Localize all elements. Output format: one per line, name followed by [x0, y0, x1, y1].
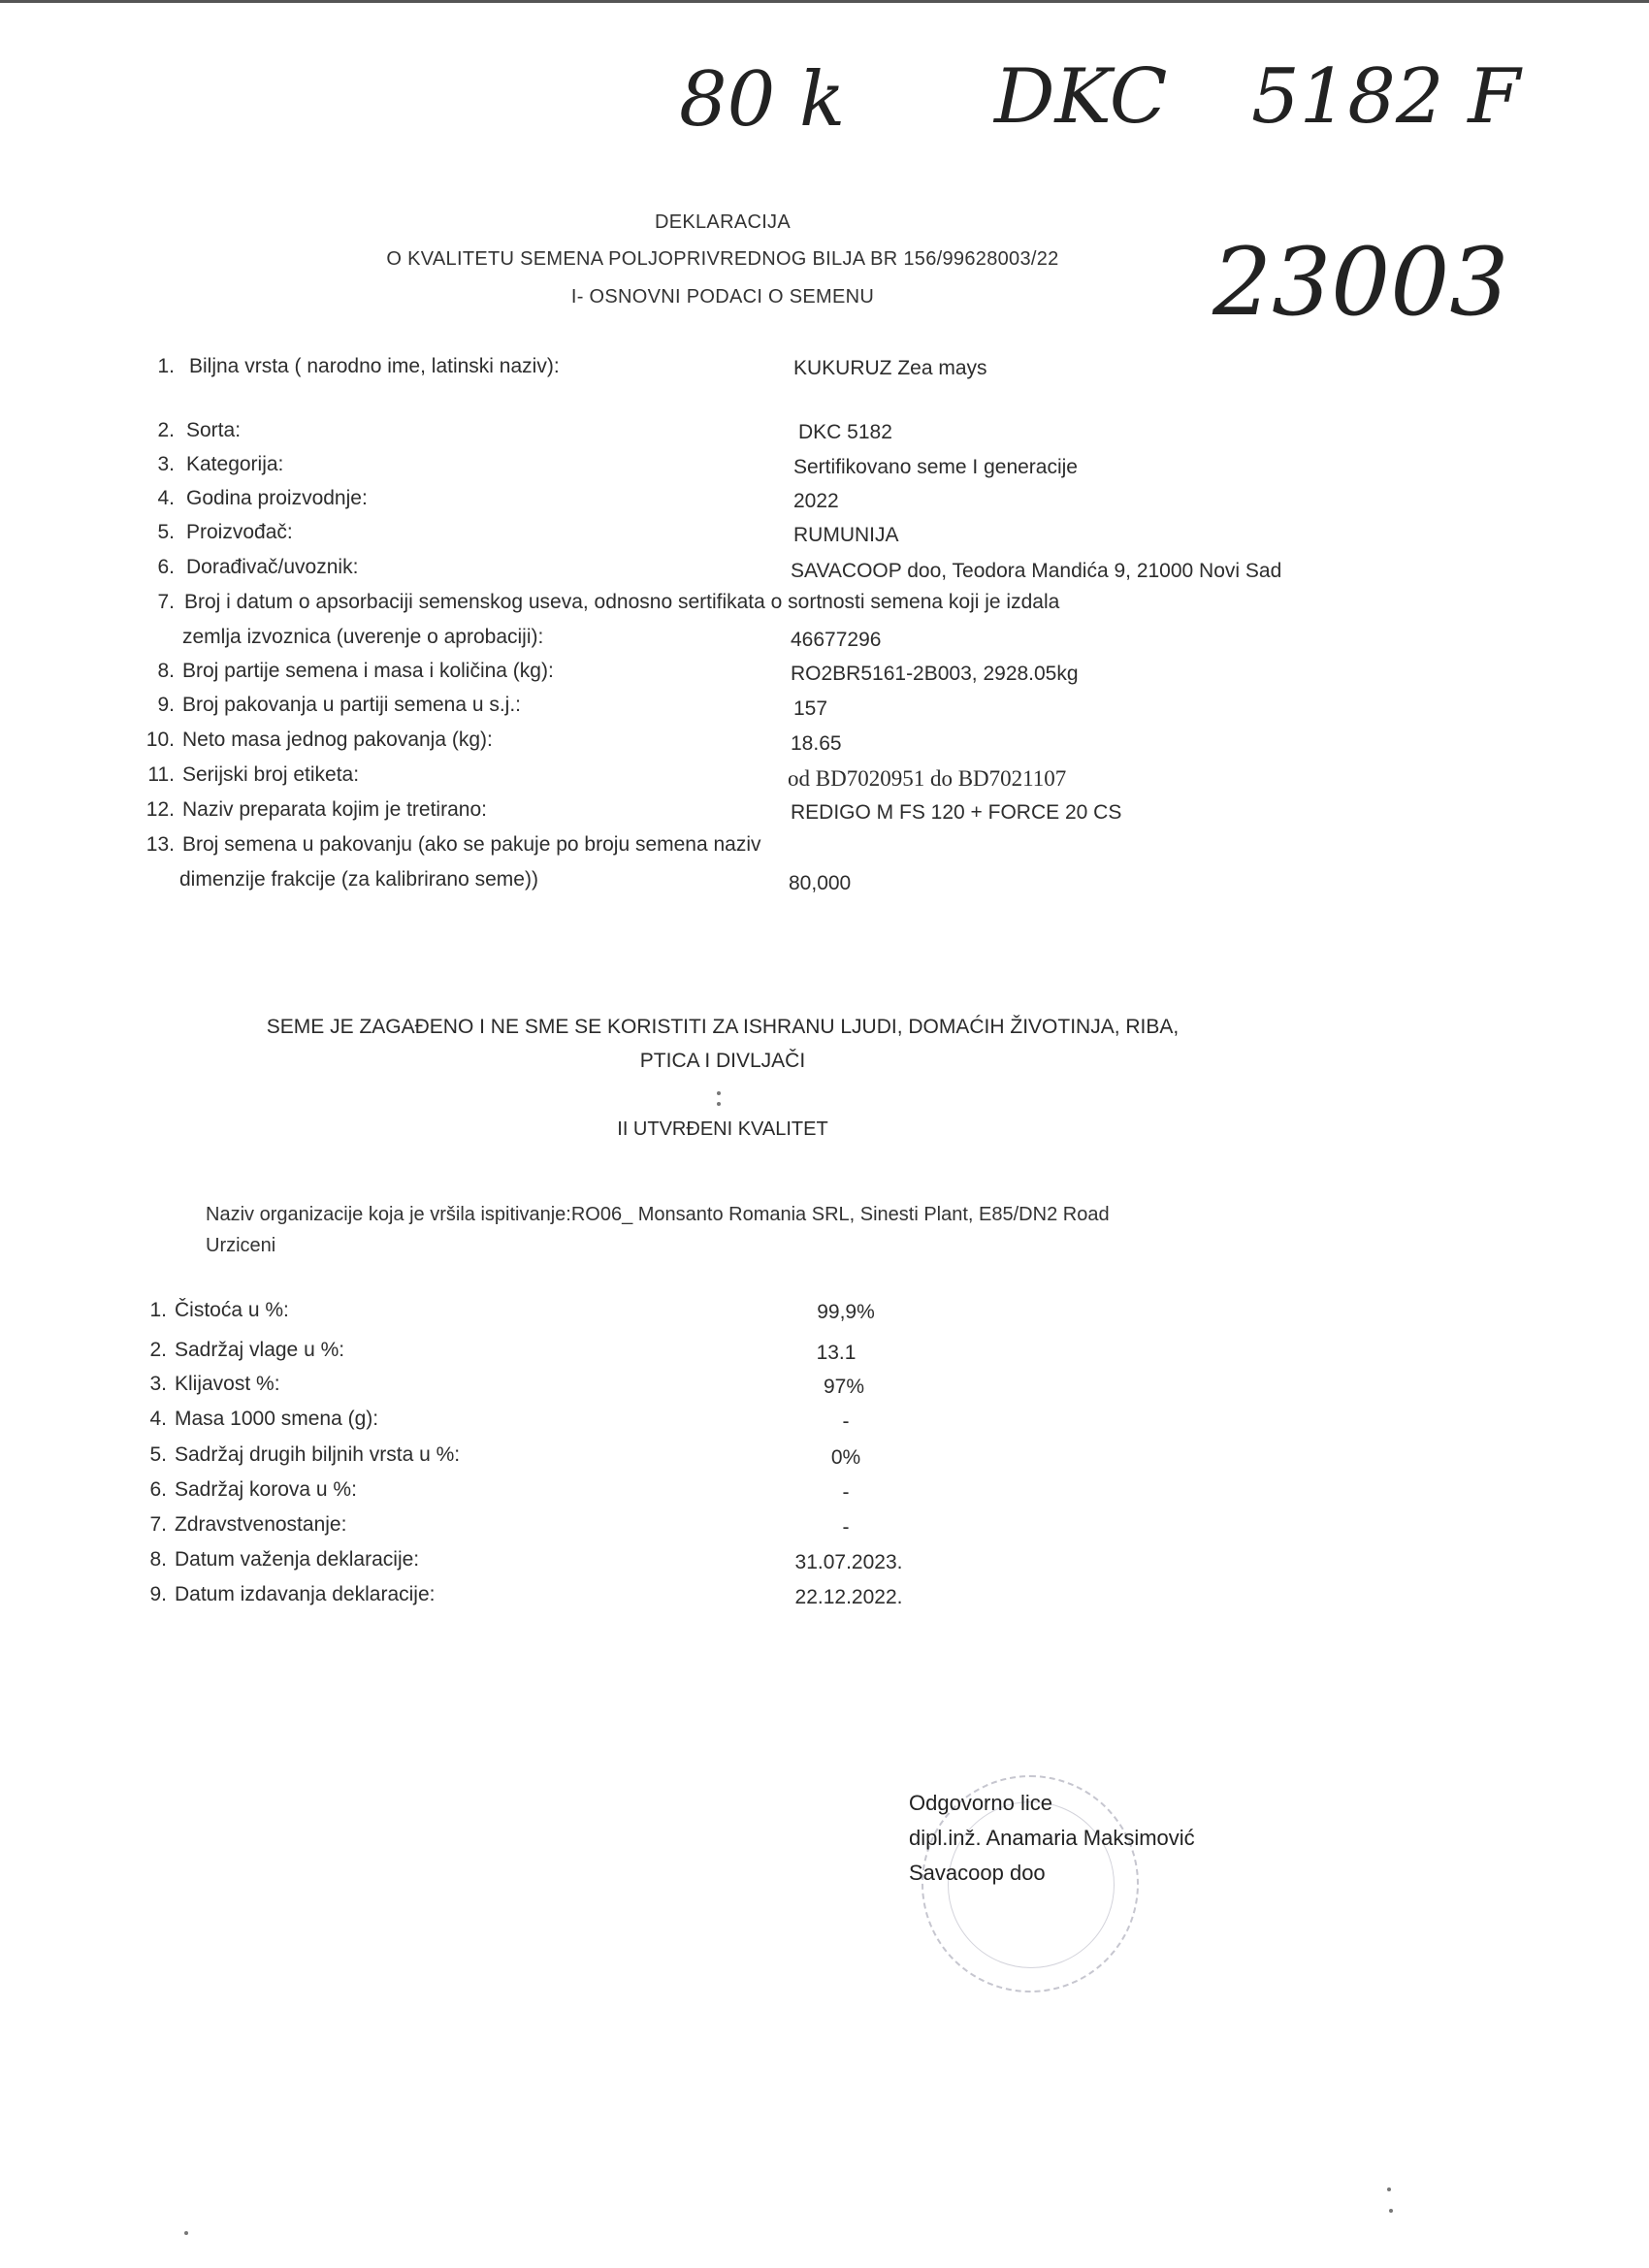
basic-row-9-num: 9. — [157, 694, 175, 716]
section-basic-heading: I- OSNOVNI PODACI O SEMENU — [570, 286, 875, 308]
quality-row-3-label: Klijavost %: — [175, 1373, 280, 1395]
quality-row-1-label: Čistoća u %: — [175, 1299, 289, 1321]
testing-organization — [206, 1199, 1224, 1261]
basic-row-3-value: Sertifikovano seme I generacije — [793, 456, 1078, 478]
basic-row-7-num: 7. — [157, 591, 175, 613]
quality-row-7-value: - — [842, 1516, 850, 1539]
quality-row-8-label: Datum važenja deklaracije: — [175, 1548, 420, 1571]
scan-speck — [1387, 2187, 1391, 2191]
scan-speck — [1389, 2209, 1393, 2213]
scan-speck — [184, 2231, 188, 2235]
quality-row-5-value: 0% — [830, 1446, 861, 1469]
basic-row-9-value: 157 — [793, 697, 828, 720]
scan-speck — [717, 1091, 721, 1095]
quality-row-9-num: 9. — [149, 1583, 167, 1605]
quality-row-2-value: 13.1 — [816, 1342, 857, 1364]
basic-row-3-num: 3. — [157, 453, 175, 475]
basic-row-7-label: Broj i datum o apsorbaciji semenskog useva, odnosno sertifikata o sortnosti semena koji je izdala — [184, 591, 1060, 613]
basic-row-5-value: RUMUNIJA — [793, 524, 899, 546]
quality-row-9-label: Datum izdavanja deklaracije: — [175, 1583, 436, 1605]
basic-row-11-value: od BD7020951 do BD7021107 — [788, 766, 1067, 791]
basic-row-2-num: 2. — [157, 419, 175, 441]
signature-name: dipl.inž. Anamaria Maksimović — [909, 1826, 1195, 1850]
quality-row-6-num: 6. — [149, 1478, 167, 1501]
basic-row-11-label: Serijski broj etiketa: — [182, 763, 360, 786]
quality-row-3-value: 97% — [823, 1376, 865, 1398]
scan-speck — [717, 1102, 721, 1106]
quality-row-1-num: 1. — [149, 1299, 167, 1321]
basic-row-7-value: 46677296 — [791, 629, 882, 651]
basic-row-8-label: Broj partije semena i masa i količina (kg): — [182, 660, 554, 682]
basic-row-12-value: REDIGO M FS 120 + FORCE 20 CS — [791, 801, 1122, 824]
basic-row-1-value: KUKURUZ Zea mays — [793, 357, 987, 379]
basic-row-2-label: Sorta: — [186, 419, 242, 441]
basic-row-12-label: Naziv preparata kojim je tretirano: — [182, 798, 487, 821]
warning-line-1: SEME JE ZAGAĐENO I NE SME SE KORISTITI ZA ISHRANU LJUDI, DOMAĆIH ŽIVOTINJA, RIBA, — [266, 1016, 1180, 1038]
basic-row-2-value: DKC 5182 — [798, 421, 892, 443]
quality-row-7-num: 7. — [149, 1513, 167, 1536]
handwritten-variety-number: 5182 F — [1251, 53, 1521, 141]
handwritten-variety: DKC — [994, 53, 1168, 141]
basic-row-4-label: Godina proizvodnje: — [186, 487, 368, 509]
basic-row-13-value: 80,000 — [789, 872, 852, 894]
basic-row-4-num: 4. — [157, 487, 175, 509]
basic-row-7-label-cont: zemlja izvoznica (uverenje o aprobaciji): — [182, 626, 544, 648]
document-subtitle: O KVALITETU SEMENA POLJOPRIVREDNOG BILJA BR 156/99628003/22 — [386, 248, 1059, 270]
signature-title: Odgovorno lice — [909, 1791, 1052, 1815]
quality-row-4-label: Masa 1000 smena (g): — [175, 1408, 379, 1430]
quality-row-8-num: 8. — [149, 1548, 167, 1571]
basic-row-8-value: RO2BR5161-2B003, 2928.05kg — [791, 663, 1079, 685]
basic-row-1-num: 1. — [157, 355, 175, 377]
quality-row-6-value: - — [842, 1481, 850, 1504]
basic-row-9-label: Broj pakovanja u partiji semena u s.j.: — [182, 694, 522, 716]
quality-row-8-value: 31.07.2023. — [794, 1551, 903, 1573]
basic-row-8-num: 8. — [157, 660, 175, 682]
basic-row-11-num: 11. — [147, 763, 175, 786]
handwritten-lot-number: 23003 — [1212, 228, 1509, 337]
quality-row-2-label: Sadržaj vlage u %: — [175, 1339, 345, 1361]
basic-row-10-label: Neto masa jednog pakovanja (kg): — [182, 729, 493, 751]
basic-row-3-label: Kategorija: — [186, 453, 284, 475]
warning-line-2: PTICA I DIVLJAČI — [639, 1050, 806, 1072]
quality-row-3-num: 3. — [149, 1373, 167, 1395]
quality-row-6-label: Sadržaj korova u %: — [175, 1478, 357, 1501]
scan-edge-line — [0, 0, 1649, 3]
quality-row-5-label: Sadržaj drugih biljnih vrsta u %: — [175, 1443, 461, 1466]
basic-row-1-label: Biljna vrsta ( narodno ime, latinski naziv): — [189, 355, 560, 377]
basic-row-13-label-cont: dimenzije frakcije (za kalibrirano seme)) — [179, 868, 538, 891]
section-quality-heading: II UTVRĐENI KVALITET — [617, 1118, 828, 1140]
quality-row-7-label: Zdravstvenostanje: — [175, 1513, 347, 1536]
basic-row-6-label: Dorađivač/uvoznik: — [186, 556, 359, 578]
quality-row-4-value: - — [842, 1410, 850, 1433]
basic-row-5-num: 5. — [157, 521, 175, 543]
basic-row-6-num: 6. — [157, 556, 175, 578]
basic-row-13-num: 13. — [146, 833, 175, 856]
quality-row-1-value: 99,9% — [817, 1301, 875, 1323]
testing-organization-line-2: Urziceni — [206, 1235, 276, 1256]
handwritten-quantity: 80 k — [679, 56, 846, 144]
quality-row-9-value: 22.12.2022. — [794, 1586, 903, 1608]
document-title: DEKLARACIJA — [654, 211, 791, 233]
basic-row-6-value: SAVACOOP doo, Teodora Mandića 9, 21000 Novi Sad — [791, 560, 1282, 582]
basic-row-10-num: 10. — [146, 729, 175, 751]
quality-row-4-num: 4. — [149, 1408, 167, 1430]
basic-row-12-num: 12. — [146, 798, 175, 821]
quality-row-2-num: 2. — [149, 1339, 167, 1361]
basic-row-13-label: Broj semena u pakovanju (ako se pakuje po broju semena naziv — [182, 833, 761, 856]
quality-row-5-num: 5. — [149, 1443, 167, 1466]
basic-row-4-value: 2022 — [793, 490, 839, 512]
basic-row-5-label: Proizvođač: — [186, 521, 293, 543]
signature-company: Savacoop doo — [909, 1861, 1046, 1885]
basic-row-10-value: 18.65 — [791, 732, 842, 755]
testing-organization-line-1: Naziv organizacije koja je vršila ispitivanje:RO06_ Monsanto Romania SRL, Sinesti Plant, E85/DN2 Road — [206, 1204, 1110, 1225]
